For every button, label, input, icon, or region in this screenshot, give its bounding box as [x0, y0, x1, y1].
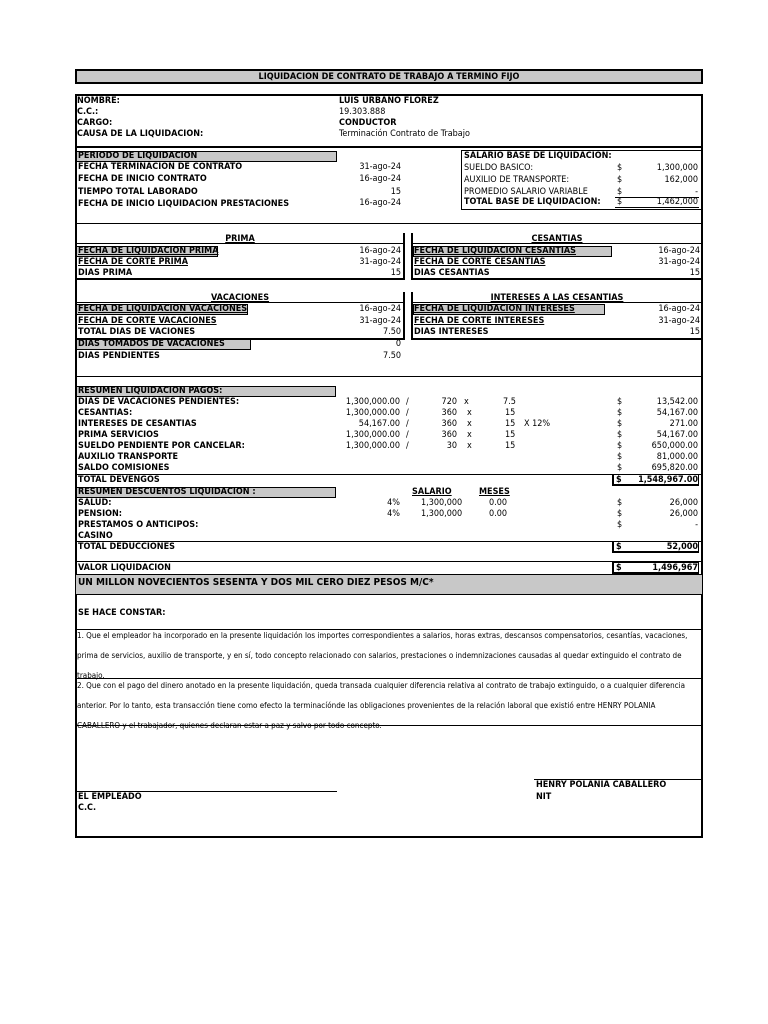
- descuentos-value: 26,000: [669, 509, 698, 519]
- valor-label: VALOR LIQUIDACION: [78, 563, 171, 573]
- pagos-currency: $: [617, 430, 623, 440]
- employee-cargo: CONDUCTOR: [339, 118, 397, 128]
- vacaciones-value: 31-ago-24: [359, 316, 401, 326]
- pagos-value: 13,542.00: [656, 397, 698, 407]
- salario-label: PROMEDIO SALARIO VARIABLE: [464, 187, 588, 197]
- periodo-header: PERIODO DE LIQUIDACION: [78, 151, 198, 161]
- devengos-total-label: TOTAL DEVENGOS: [78, 475, 160, 485]
- intereses-value: 31-ago-24: [658, 316, 700, 326]
- pagos-mult: 15: [505, 408, 516, 418]
- pagos-currency: $: [617, 452, 623, 462]
- cesantias-header: CESANTIAS: [531, 234, 583, 244]
- descuentos-pct: 4%: [387, 509, 400, 519]
- pagos-x: x: [467, 441, 472, 451]
- pagos-base: 1,300,000.00: [345, 441, 400, 451]
- pagos-div: 30: [446, 441, 457, 451]
- pagos-value: 54,167.00: [656, 430, 698, 440]
- pagos-currency: $: [617, 408, 623, 418]
- pagos-label: PRIMA SERVICIOS: [78, 430, 159, 440]
- pagos-currency: $: [617, 441, 623, 451]
- vacaciones-value: 0: [395, 339, 401, 349]
- prima-label: DIAS PRIMA: [78, 268, 133, 278]
- descuentos-pct: 4%: [387, 498, 400, 508]
- descuentos-currency: $: [617, 498, 623, 508]
- pagos-op: /: [406, 441, 409, 451]
- salario-bottom-border: [461, 209, 703, 210]
- signature-empleador: HENRY POLANIA CABALLERO: [536, 780, 667, 790]
- pagos-base: 1,300,000.00: [345, 408, 400, 418]
- devengos-top-line: [75, 474, 703, 475]
- prima-label: FECHA DE LIQUIDACION PRIMA: [78, 246, 219, 256]
- descuentos-value: -: [695, 520, 698, 530]
- descuentos-label: PRESTAMOS O ANTICIPOS:: [78, 520, 199, 530]
- divider-periodo: [75, 223, 703, 224]
- employee-name: LUIS URBANO FLOREZ: [339, 96, 439, 106]
- descuentos-currency: $: [617, 520, 623, 530]
- cesantias-label: DIAS CESANTIAS: [414, 268, 490, 278]
- salario-value: 162,000: [664, 175, 698, 185]
- pagos-label: CESANTIAS:: [78, 408, 133, 418]
- salario-value: 1,300,000: [656, 163, 698, 173]
- pagos-value: 271.00: [669, 419, 698, 429]
- vacaciones-label: DIAS PENDIENTES: [78, 351, 160, 361]
- pagos-currency: $: [617, 397, 623, 407]
- descuentos-label: SALUD:: [78, 498, 112, 508]
- intereses-value: 16-ago-24: [658, 304, 700, 314]
- label-cc: C.C.:: [77, 107, 99, 117]
- pagos-label: SALDO COMISIONES: [78, 463, 170, 473]
- descuentos-salario: 1,300,000: [421, 509, 463, 519]
- descuentos-label: CASINO: [78, 531, 113, 541]
- prima-header: PRIMA: [225, 234, 255, 244]
- salario-total-value: 1,462,000: [656, 197, 698, 207]
- descuentos-label: PENSION:: [78, 509, 122, 519]
- vacaciones-value: 16-ago-24: [359, 304, 401, 314]
- signature-empleado-cc: C.C.: [78, 803, 97, 813]
- vacaciones-label: TOTAL DIAS DE VACIONES: [78, 327, 196, 337]
- pagos-mult: 15: [505, 419, 516, 429]
- pagos-value: 695,820.00: [651, 463, 698, 473]
- cesantias-label: FECHA DE CORTE CESANTIAS: [414, 257, 546, 267]
- constar-paragraph-2: 2. Que con el pago del dinero anotado en la presente liquidación, queda transada cualquier diferencia relativa al contrato de trabajo extinguido, o a cualquier diferencia anterior. Por lo tanto, esta transacción tiene como efecto la terminacíónde las obligaciones provenientes de la relación laboral que existió entre HENRY POLANIA CABALLERO y el trabajador, quienes declaran estar a paz y salvo por todo concepto.: [77, 681, 686, 730]
- prima-label: FECHA DE CORTE PRIMA: [78, 257, 188, 267]
- pagos-value: 54,167.00: [656, 408, 698, 418]
- vacaciones-header: VACACIONES: [210, 293, 270, 303]
- deducciones-total-label: TOTAL DEDUCCIONES: [78, 542, 175, 552]
- prima-value: 16-ago-24: [359, 246, 401, 256]
- pagos-base: 54,167.00: [358, 419, 400, 429]
- pagos-mult: 7.5: [503, 397, 516, 407]
- pagos-x: x: [467, 430, 472, 440]
- periodo-value: 15: [390, 187, 401, 197]
- salario-value: -: [695, 187, 698, 197]
- vacaciones-label: FECHA DE LIQUIDACION VACACIONES: [78, 304, 248, 314]
- divider-vacaciones: [75, 376, 703, 377]
- pagos-op: /: [406, 430, 409, 440]
- pagos-value: 81,000.00: [656, 452, 698, 462]
- salario-currency: $: [617, 187, 623, 197]
- divider-employee: [75, 146, 703, 148]
- salario-currency: $: [617, 175, 623, 185]
- periodo-label: FECHA TERMINACION DE CONTRATO: [78, 162, 243, 172]
- pagos-div: 360: [441, 419, 457, 429]
- pagos-div: 360: [441, 430, 457, 440]
- periodo-label: TIEMPO TOTAL LABORADO: [78, 187, 198, 197]
- pagos-value: 650,000.00: [651, 441, 698, 451]
- descuentos-header: RESUMEN DESCUENTOS LIQUIDACION :: [78, 487, 256, 497]
- pagos-op: /: [406, 408, 409, 418]
- employee-cc: 19.303.888: [339, 107, 386, 117]
- pagos-currency: $: [617, 463, 623, 473]
- cesantias-value: 31-ago-24: [658, 257, 700, 267]
- prima-value: 31-ago-24: [359, 257, 401, 267]
- label-cargo: CARGO:: [77, 118, 113, 128]
- signature-empleado: EL EMPLEADO: [78, 792, 142, 802]
- pagos-base: 1,300,000.00: [345, 430, 400, 440]
- constar-header: SE HACE CONSTAR:: [78, 608, 166, 618]
- pagos-extra: X 12%: [524, 419, 551, 429]
- cesantias-value: 16-ago-24: [658, 246, 700, 256]
- pagos-div: 360: [441, 408, 457, 418]
- descuentos-salario: 1,300,000: [421, 498, 463, 508]
- constar-bottom: [75, 725, 703, 726]
- periodo-label: FECHA DE INICIO LIQUIDACION PRESTACIONES: [78, 199, 290, 209]
- valor-currency: $: [616, 563, 622, 573]
- vacaciones-value: 7.50: [382, 327, 401, 337]
- pagos-label: SUELDO PENDIENTE POR CANCELAR:: [78, 441, 245, 451]
- valor-top-line: [75, 561, 703, 562]
- periodo-label: FECHA DE INICIO CONTRATO: [78, 174, 207, 184]
- descuentos-meses: 0.00: [489, 498, 508, 508]
- descuentos-col-salario: SALARIO: [412, 487, 452, 497]
- pagos-currency: $: [617, 419, 623, 429]
- prima-value: 15: [390, 268, 401, 278]
- pagos-label: DIAS DE VACACIONES PENDIENTES:: [78, 397, 240, 407]
- intereses-header: INTERESES A LAS CESANTIAS: [490, 293, 624, 303]
- pagos-label: INTERESES DE CESANTIAS: [78, 419, 197, 429]
- intereses-label: FECHA DE CORTE INTERESES: [414, 316, 545, 326]
- pagos-mult: 15: [505, 430, 516, 440]
- pagos-base: 1,300,000.00: [345, 397, 400, 407]
- periodo-value: 16-ago-24: [359, 198, 401, 208]
- salario-left-border: [461, 150, 462, 210]
- label-nombre: NOMBRE:: [77, 96, 120, 106]
- valor-value: 1,496,967: [652, 563, 698, 573]
- pagos-mult: 15: [505, 441, 516, 451]
- intereses-label: FECHA DE LIQUIDACION INTERESES: [414, 304, 575, 314]
- pagos-op: /: [406, 397, 409, 407]
- resumen-pagos-header: RESUMEN LIQUIDACION PAGOS:: [78, 386, 223, 396]
- vacaciones-label: DIAS TOMADOS DE VACACIONES: [78, 339, 225, 349]
- devengos-total-value: 1,548,967.00: [638, 475, 698, 485]
- page-title: LIQUIDACION DE CONTRATO DE TRABAJO A TERMINO FIJO: [258, 72, 520, 82]
- valor-words: UN MILLON NOVECIENTOS SESENTA Y DOS MIL CERO DIEZ PESOS M/C*: [78, 577, 434, 588]
- pagos-x: x: [467, 408, 472, 418]
- intereses-label: DIAS INTERESES: [414, 327, 489, 337]
- vacaciones-value: 7.50: [382, 351, 401, 361]
- pagos-x: x: [464, 397, 469, 407]
- pagos-op: /: [406, 419, 409, 429]
- cesantias-label: FECHA DE LIQUIDACION CESANTIAS: [414, 246, 576, 256]
- descuentos-currency: $: [617, 509, 623, 519]
- devengos-total-currency: $: [616, 475, 622, 485]
- salario-total-currency: $: [617, 197, 623, 207]
- periodo-value: 31-ago-24: [359, 162, 401, 172]
- periodo-value: 16-ago-24: [359, 174, 401, 184]
- salario-header: SALARIO BASE DE LIQUIDACION:: [464, 151, 612, 161]
- signature-empleador-nit: NIT: [536, 792, 552, 802]
- employee-causa: Terminación Contrato de Trabajo: [339, 129, 470, 139]
- pagos-label: AUXILIO TRANSPORTE: [78, 452, 179, 462]
- deducciones-total-value: 52,000: [666, 542, 698, 552]
- salario-total-underline: [615, 207, 699, 208]
- vacaciones-label: FECHA DE CORTE VACACIONES: [78, 316, 217, 326]
- descuentos-value: 26,000: [669, 498, 698, 508]
- constar-paragraph-1: 1. Que el empleador ha incorporado en la presente liquidación los importes correspondientes a salarios, horas extras, descansos compensatorios, cesantías, vacaciones, prima de servicios, auxilio de transporte, y en sí, todo concepto relacionado con salarios, prestaciones o indemnizaciones causadas al quedar extinguido el contrato de trabajo.: [77, 631, 688, 680]
- deducciones-total-currency: $: [616, 542, 622, 552]
- pagos-x: x: [467, 419, 472, 429]
- intereses-value: 15: [689, 327, 700, 337]
- label-causa: CAUSA DE LA LIQUIDACION:: [77, 129, 204, 139]
- salario-currency: $: [617, 163, 623, 173]
- salario-label: AUXILIO DE TRANSPORTE:: [464, 175, 570, 185]
- salario-total-label: TOTAL BASE DE LIQUIDACION:: [464, 197, 601, 207]
- descuentos-col-meses: MESES: [479, 487, 510, 497]
- pagos-div: 720: [441, 397, 457, 407]
- salario-label: SUELDO BASICO:: [464, 163, 534, 173]
- descuentos-meses: 0.00: [489, 509, 508, 519]
- cesantias-value: 15: [689, 268, 700, 278]
